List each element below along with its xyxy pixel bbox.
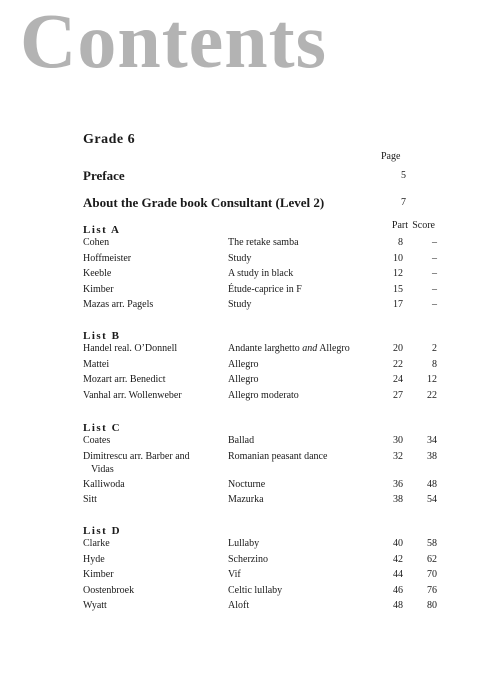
page-title: Contents — [20, 0, 328, 84]
composer: Hoffmeister — [83, 252, 132, 264]
list-b-section — [83, 326, 453, 404]
table-row — [83, 568, 453, 584]
composer-line: Dimitrescu arr. Barber and — [83, 450, 190, 462]
composer: Clarke — [83, 538, 110, 549]
grade-heading: Grade 6 — [83, 132, 136, 147]
table-row — [83, 236, 453, 252]
score-page: 12 — [427, 374, 437, 385]
part-page: 24 — [393, 374, 403, 385]
composer: Cohen — [83, 237, 110, 248]
part-page: 38 — [393, 494, 403, 505]
piece-title: The retake samba — [228, 237, 299, 248]
table-row — [83, 537, 453, 553]
piece-title: Study — [228, 252, 252, 264]
piece-title-part: Allegro — [317, 343, 350, 354]
score-column-header: Score — [412, 220, 435, 231]
piece-title: Mazurka — [228, 494, 264, 505]
table-row — [83, 450, 453, 478]
table-row — [83, 584, 453, 600]
about-entry: About the Grade book Consultant (Level 2) — [83, 195, 325, 210]
composer: Keeble — [83, 268, 112, 279]
score-page: 70 — [427, 569, 437, 580]
score-page: 62 — [427, 553, 437, 565]
score-page: – — [432, 299, 437, 310]
score-page: 38 — [427, 450, 437, 462]
piece-title: Allegro — [228, 374, 259, 385]
list-c-title: List C — [83, 422, 122, 434]
piece-title: Allegro moderato — [228, 389, 299, 401]
score-page: 54 — [427, 494, 437, 505]
table-row — [83, 599, 453, 615]
table-row — [83, 373, 453, 389]
part-page: 44 — [393, 569, 403, 580]
part-page: 8 — [398, 237, 403, 248]
preface-page: 5 — [401, 170, 406, 181]
part-column-header: Part — [391, 220, 408, 231]
composer: Mattei — [83, 358, 110, 370]
composer — [83, 450, 225, 476]
table-row — [83, 493, 453, 509]
part-page: 42 — [393, 553, 403, 565]
list-b-title: List B — [83, 330, 121, 342]
score-page: 80 — [427, 600, 437, 611]
composer: Mozart arr. Benedict — [83, 374, 166, 385]
composer-line-continued: Vidas — [91, 463, 114, 475]
piece-title: Étude-caprice in F — [228, 283, 302, 295]
part-page: 10 — [393, 252, 403, 264]
piece-title-italic: and — [302, 343, 318, 354]
piece-title: A study in black — [228, 268, 294, 279]
table-row — [83, 267, 453, 283]
piece-title: Nocturne — [228, 478, 266, 490]
table-row — [83, 342, 453, 358]
part-page: 27 — [393, 389, 403, 401]
score-page: – — [432, 237, 437, 248]
piece-title: Ballad — [228, 435, 255, 446]
piece-title: Celtic lullaby — [228, 584, 283, 596]
score-page: – — [432, 268, 437, 279]
score-page: 2 — [432, 343, 437, 354]
score-page: 8 — [432, 358, 437, 370]
piece-title: Lullaby — [228, 538, 260, 549]
list-a-title: List A — [83, 224, 121, 236]
table-row — [83, 478, 453, 494]
part-page: 15 — [393, 283, 403, 295]
composer: Kimber — [83, 569, 114, 580]
page-column-header: Page — [381, 151, 401, 162]
piece-title: Study — [228, 299, 252, 310]
composer: Handel real. O’Donnell — [83, 343, 178, 354]
composer: Mazas arr. Pagels — [83, 299, 154, 310]
piece-title: Allegro — [228, 358, 259, 370]
composer: Hyde — [83, 553, 105, 565]
part-page: 48 — [393, 600, 403, 611]
score-page: 34 — [427, 435, 437, 446]
composer: Vanhal arr. Wollenweber — [83, 389, 182, 401]
score-page: – — [432, 252, 437, 264]
part-page: 46 — [393, 584, 403, 596]
list-a-section — [83, 220, 453, 314]
list-c-section — [83, 418, 453, 509]
part-page: 32 — [393, 450, 403, 462]
about-page: 7 — [401, 197, 406, 208]
score-page: 58 — [427, 538, 437, 549]
piece-title: Aloft — [228, 600, 250, 611]
composer: Kalliwoda — [83, 478, 125, 490]
table-row — [83, 358, 453, 374]
list-d-title: List D — [83, 525, 122, 537]
part-page: 22 — [393, 358, 403, 370]
table-row — [83, 283, 453, 299]
composer: Coates — [83, 435, 111, 446]
score-page: 48 — [427, 478, 437, 490]
piece-title: Vif — [228, 569, 241, 580]
preface-entry: Preface — [83, 168, 125, 183]
table-row — [83, 553, 453, 569]
score-page: 22 — [427, 389, 437, 401]
table-row — [83, 298, 453, 314]
part-page: 17 — [393, 299, 403, 310]
score-page: 76 — [427, 584, 437, 596]
table-row — [83, 389, 453, 405]
piece-title: Romanian peasant dance — [228, 450, 328, 462]
part-page: 12 — [393, 268, 403, 279]
table-row — [83, 252, 453, 268]
list-d-section — [83, 521, 453, 615]
piece-title: Scherzino — [228, 553, 268, 565]
piece-title — [228, 342, 378, 355]
composer: Sitt — [83, 494, 97, 505]
part-page: 36 — [393, 478, 403, 490]
table-row — [83, 434, 453, 450]
composer: Wyatt — [83, 600, 107, 611]
part-page: 30 — [393, 435, 403, 446]
part-page: 40 — [393, 538, 403, 549]
composer: Kimber — [83, 283, 114, 295]
composer: Oostenbroek — [83, 584, 135, 596]
part-page: 20 — [393, 343, 403, 354]
score-page: – — [432, 283, 437, 295]
piece-title-part: Andante larghetto — [228, 343, 303, 354]
